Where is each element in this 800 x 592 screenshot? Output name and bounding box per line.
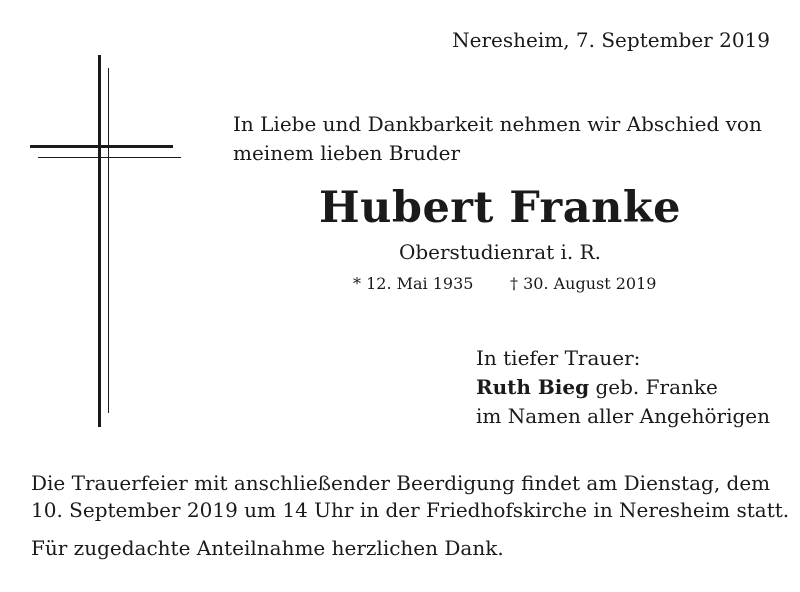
funeral-notice xyxy=(31,470,789,524)
place-date: Neresheim, 7. September 2019 xyxy=(452,28,770,52)
mourner-name-bold: Ruth Bieg xyxy=(476,375,590,399)
mourners-family: im Namen aller Angehörigen xyxy=(476,404,771,428)
mourners-block xyxy=(476,344,770,431)
intro-line-1: In Liebe und Dankbarkeit nehmen wir Abschied von xyxy=(233,112,762,136)
deceased-name: Hubert Franke xyxy=(318,183,681,233)
intro-line-2: meinem lieben Bruder xyxy=(233,141,461,165)
birth-date: * 12. Mai 1935 xyxy=(353,274,474,293)
funeral-line-2: 10. September 2019 um 14 Uhr in der Friedhofskirche in Neresheim statt. xyxy=(31,498,790,522)
thanks-note: Für zugedachte Anteilnahme herzlichen Dank. xyxy=(31,536,504,560)
mourner-name-rest: geb. Franke xyxy=(589,375,718,399)
funeral-line-1: Die Trauerfeier mit anschließender Beerdigung findet am Dienstag, dem xyxy=(31,471,771,495)
death-date: † 30. August 2019 xyxy=(510,274,657,293)
deceased-title: Oberstudienrat i. R. xyxy=(398,240,602,264)
intro-text xyxy=(233,110,762,168)
mourner-name xyxy=(476,373,770,402)
mourners-heading: In tiefer Trauer: xyxy=(476,346,641,370)
